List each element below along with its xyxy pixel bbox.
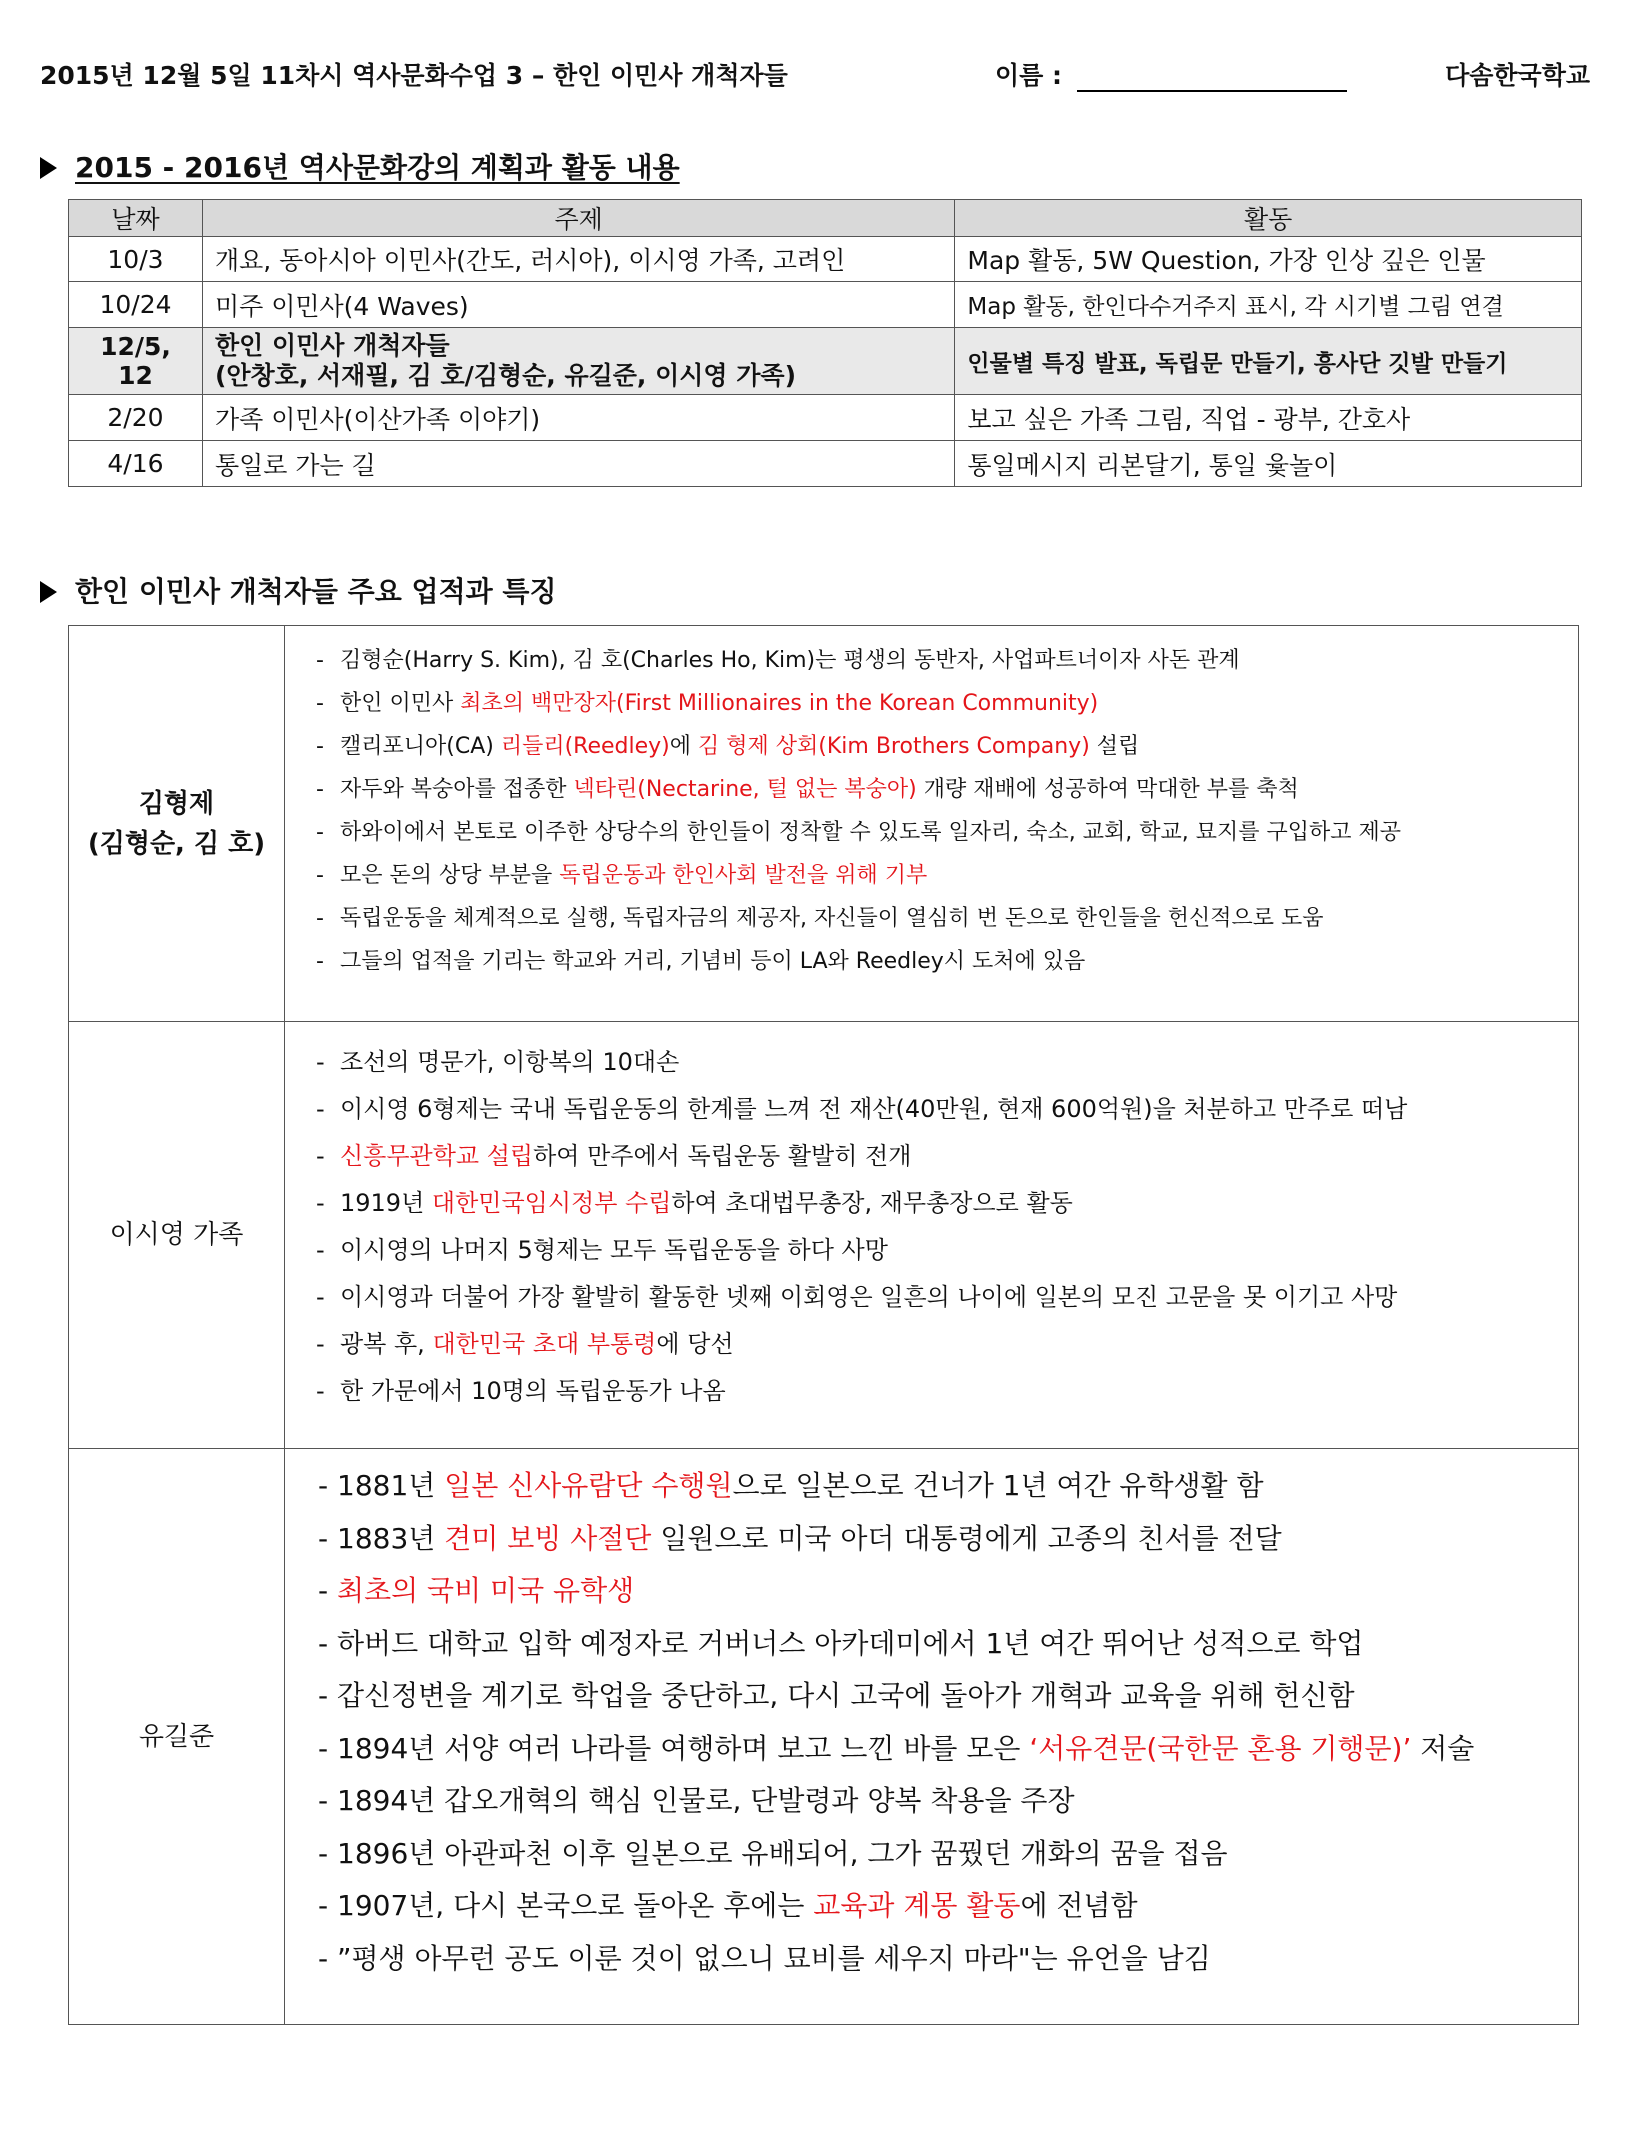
- item-text: 광복 후,: [340, 1330, 433, 1358]
- dash-bullet: -: [316, 1330, 325, 1358]
- list-item: [318, 1680, 1577, 1733]
- pioneer-name: 김형제: [138, 788, 215, 819]
- list-item: [316, 1096, 1577, 1143]
- pioneer-name-cell: [69, 1022, 285, 1449]
- dash-bullet: -: [316, 1377, 325, 1405]
- item-text: 에: [669, 734, 699, 759]
- row-date: 12/5, 12: [69, 328, 203, 395]
- dash-bullet: -: [316, 1283, 325, 1311]
- item-text: 하와이에서 본토로 이주한 상당수의 한인들이 정착할 수 있도록 일자리, 숙소, 교회, 학교, 묘지를 구입하고 제공: [340, 820, 1401, 845]
- item-text: - 1881년: [318, 1469, 445, 1502]
- highlight-text: 리들리(Reedley): [500, 734, 670, 759]
- list-item: [318, 1943, 1577, 1996]
- col-header-date: 날짜: [69, 200, 203, 237]
- item-text: 조선의 명문가, 이항복의 10대손: [340, 1048, 680, 1076]
- col-header-topic: 주제: [202, 200, 954, 237]
- list-item: [318, 1733, 1577, 1786]
- row-topic-line1: 한인 이민사 개척자들: [214, 331, 450, 360]
- list-item: [316, 1049, 1577, 1096]
- triangle-bullet-icon: [40, 157, 57, 179]
- pioneer-row-kim-brothers: [69, 626, 1579, 1022]
- document-title: 2015년 12월 5일 11차시 역사문화수업 3 – 한인 이민사 개척자들: [40, 61, 788, 90]
- col-header-activity: 활동: [955, 200, 1582, 237]
- item-text: - 1896년 아관파천 이후 일본으로 유배되어, 그가 꿈꿨던 개화의 꿈을 접음: [318, 1836, 1228, 1870]
- school-name: 다솜한국학교: [1445, 61, 1590, 90]
- list-item: [316, 1284, 1577, 1331]
- section-plan-title: 2015 - 2016년 역사문화강의 계획과 활동 내용: [75, 151, 680, 184]
- achievement-list: [286, 1023, 1577, 1425]
- dash-bullet: -: [316, 1236, 325, 1264]
- list-item: [316, 648, 1577, 694]
- pioneer-name: 유길준: [138, 1721, 215, 1752]
- item-text: - 1883년: [318, 1521, 445, 1555]
- dash-bullet: -: [316, 906, 324, 931]
- item-text: 한인 이민사: [340, 691, 461, 716]
- item-text: 자두와 복숭아를 접종한: [340, 777, 574, 802]
- dash-bullet: -: [316, 820, 324, 845]
- pioneer-name-cell: [69, 626, 285, 1022]
- dash-bullet: -: [316, 863, 324, 888]
- item-text: - 1894년 갑오개혁의 핵심 인물로, 단발령과 양복 착용을 주장: [318, 1784, 1075, 1817]
- item-text: - 갑신정변을 계기로 학업을 중단하고, 다시 고국에 돌아가 개혁과 교육을 위해 헌신함: [318, 1679, 1355, 1712]
- item-text: 하여 초대법무총장, 재무총장으로 활동: [671, 1189, 1073, 1217]
- dash-bullet: -: [316, 648, 324, 673]
- item-text: - 1907년, 다시 본국으로 돌아온 후에는: [318, 1889, 814, 1922]
- list-item: [318, 1628, 1577, 1681]
- row-activity: Map 활동, 한인다수거주지 표시, 각 시기별 그림 연결: [955, 282, 1582, 328]
- name-field: [995, 56, 1347, 92]
- highlight-text: 독립운동과 한인사회 발전을 위해 기부: [559, 863, 928, 888]
- item-text: 하여 만주에서 독립운동 활발히 전개: [533, 1142, 912, 1170]
- dash-bullet: -: [316, 734, 324, 759]
- item-text: 에 당선: [656, 1330, 734, 1358]
- pioneers-table: [68, 625, 1579, 2025]
- row-topic-line2: (안창호, 서재필, 김 호/김형순, 유길준, 이시영 가족): [214, 361, 796, 390]
- list-item: [318, 1470, 1577, 1523]
- row-activity: Map 활동, 5W Question, 가장 인상 깊은 인물: [955, 237, 1582, 282]
- list-item: [316, 1143, 1577, 1190]
- achievement-list: [286, 1450, 1577, 1995]
- highlight-text: 대한민국 초대 부통령: [432, 1330, 657, 1358]
- section-pioneers-title: 한인 이민사 개척자들 주요 업적과 특징: [75, 575, 557, 608]
- item-text: 캘리포니아(CA): [340, 734, 501, 759]
- item-text: 그들의 업적을 기리는 학교와 거리, 기념비 등이 LA와 Reedley시 도처에 있음: [340, 949, 1086, 974]
- name-label: 이름 :: [995, 61, 1063, 90]
- item-text: 일원으로 미국 아더 대통령에게 고종의 친서를 전달: [651, 1521, 1282, 1555]
- pioneer-details: [285, 626, 1579, 1022]
- list-item: [316, 1331, 1577, 1378]
- list-item: [318, 1785, 1577, 1838]
- list-item: [318, 1890, 1577, 1943]
- row-activity: 통일메시지 리본달기, 통일 윷놀이: [955, 441, 1582, 487]
- item-text: 김형순(Harry S. Kim), 김 호(Charles Ho, Kim)는 평생의 동반자, 사업파트너이자 사돈 관계: [340, 648, 1240, 673]
- plan-header-row: [69, 200, 1582, 237]
- row-topic: 미주 이민사(4 Waves): [202, 282, 954, 328]
- highlight-text: ‘서유견문(국한문 혼용 기행문)’: [1029, 1731, 1412, 1765]
- achievement-list: [286, 627, 1577, 995]
- highlight-text: 최초의 국비 미국 유학생: [337, 1574, 635, 1607]
- row-date: 10/24: [69, 282, 203, 328]
- list-item: [318, 1523, 1577, 1576]
- list-item: [316, 1237, 1577, 1284]
- item-text: 저술: [1411, 1731, 1475, 1765]
- pioneer-name-cell: [69, 1449, 285, 2025]
- list-item: [316, 777, 1577, 823]
- highlight-text: 교육과 계몽 활동: [813, 1889, 1021, 1922]
- item-text: 1919년: [340, 1189, 432, 1217]
- item-text: - 하버드 대학교 입학 예정자로 거버너스 아카데미에서 1년 여간 뛰어난 성적으로 학업: [318, 1626, 1364, 1660]
- pioneer-row-lee-siyoung: [69, 1022, 1579, 1449]
- row-date: 10/3: [69, 237, 203, 282]
- table-row: [69, 441, 1582, 487]
- highlight-text: 일본 신사유람단 수행원: [444, 1469, 733, 1502]
- item-text: 에 전념함: [1020, 1889, 1138, 1922]
- plan-table: [68, 199, 1582, 487]
- list-item: [318, 1838, 1577, 1891]
- item-text: 으로 일본으로 건너가 1년 여간 유학생활 함: [732, 1469, 1264, 1502]
- item-text: -: [318, 1574, 338, 1607]
- dash-bullet: -: [316, 777, 324, 802]
- row-date: 2/20: [69, 395, 203, 441]
- list-item: [316, 906, 1577, 952]
- dash-bullet: -: [316, 691, 324, 716]
- item-text: 이시영과 더불어 가장 활발히 활동한 넷째 이회영은 일흔의 나이에 일본의 모진 고문을 못 이기고 사망: [340, 1283, 1398, 1311]
- dash-bullet: -: [316, 1048, 325, 1076]
- list-item: [316, 949, 1577, 995]
- item-text: - ”평생 아무런 공도 이룬 것이 없으니 묘비를 세우지 마라"는 유언을 남김: [318, 1941, 1211, 1975]
- list-item: [316, 1378, 1577, 1425]
- section-plan-heading: [40, 146, 680, 186]
- table-row: [69, 328, 1582, 395]
- document-header: [40, 56, 1590, 96]
- pioneer-row-yu-giljun: [69, 1449, 1579, 2025]
- highlight-text: 견미 보빙 사절단: [444, 1521, 652, 1555]
- name-blank-line: [1077, 64, 1347, 92]
- pioneer-name: 이시영 가족: [109, 1220, 244, 1250]
- dash-bullet: -: [316, 1142, 325, 1170]
- item-text: 독립운동을 체계적으로 실행, 독립자금의 제공자, 자신들이 열심히 번 돈으로 한인들을 헌신적으로 도움: [340, 906, 1324, 931]
- item-text: - 1894년 서양 여러 나라를 여행하며 보고 느낀 바를 모은: [318, 1731, 1030, 1765]
- dash-bullet: -: [316, 1095, 325, 1123]
- highlight-text: 넥타린(Nectarine, 털 없는 복숭아): [573, 777, 917, 802]
- row-topic: 가족 이민사(이산가족 이야기): [202, 395, 954, 441]
- highlight-text: 김 형제 상회(Kim Brothers Company): [698, 734, 1090, 759]
- pioneer-details: [285, 1449, 1579, 2025]
- row-date: 4/16: [69, 441, 203, 487]
- list-item: [316, 820, 1577, 866]
- item-text: 한 가문에서 10명의 독립운동가 나옴: [340, 1377, 726, 1405]
- pioneer-details: [285, 1022, 1579, 1449]
- row-topic: 개요, 동아시아 이민사(간도, 러시아), 이시영 가족, 고려인: [202, 237, 954, 282]
- item-text: 개량 재배에 성공하여 막대한 부를 축척: [916, 777, 1299, 802]
- highlight-text: 대한민국임시정부 수립: [431, 1189, 672, 1217]
- table-row: [69, 282, 1582, 328]
- list-item: [316, 734, 1577, 780]
- row-topic: 통일로 가는 길: [202, 441, 954, 487]
- row-topic: [202, 328, 954, 395]
- highlight-text: 최초의 백만장자(First Millionaires in the Korean Community): [460, 691, 1099, 716]
- list-item: [316, 1190, 1577, 1237]
- item-text: 모은 돈의 상당 부분을: [340, 863, 560, 888]
- pioneer-name-sub: (김형순, 김 호): [87, 828, 266, 859]
- triangle-bullet-icon: [40, 581, 57, 603]
- dash-bullet: -: [316, 949, 324, 974]
- list-item: [318, 1575, 1577, 1628]
- item-text: 설립: [1089, 734, 1140, 759]
- highlight-text: 신흥무관학교 설립: [340, 1142, 534, 1170]
- list-item: [316, 691, 1577, 737]
- item-text: 이시영 6형제는 국내 독립운동의 한계를 느껴 전 재산(40만원, 현재 600억원)을 처분하고 만주로 떠남: [340, 1095, 1408, 1123]
- section-pioneers-heading: [40, 570, 557, 610]
- row-activity: 인물별 특징 발표, 독립문 만들기, 흥사단 깃발 만들기: [955, 328, 1582, 395]
- list-item: [316, 863, 1577, 909]
- table-row: [69, 237, 1582, 282]
- dash-bullet: -: [316, 1189, 325, 1217]
- table-row: [69, 395, 1582, 441]
- row-activity: 보고 싶은 가족 그림, 직업 - 광부, 간호사: [955, 395, 1582, 441]
- item-text: 이시영의 나머지 5형제는 모두 독립운동을 하다 사망: [340, 1236, 888, 1264]
